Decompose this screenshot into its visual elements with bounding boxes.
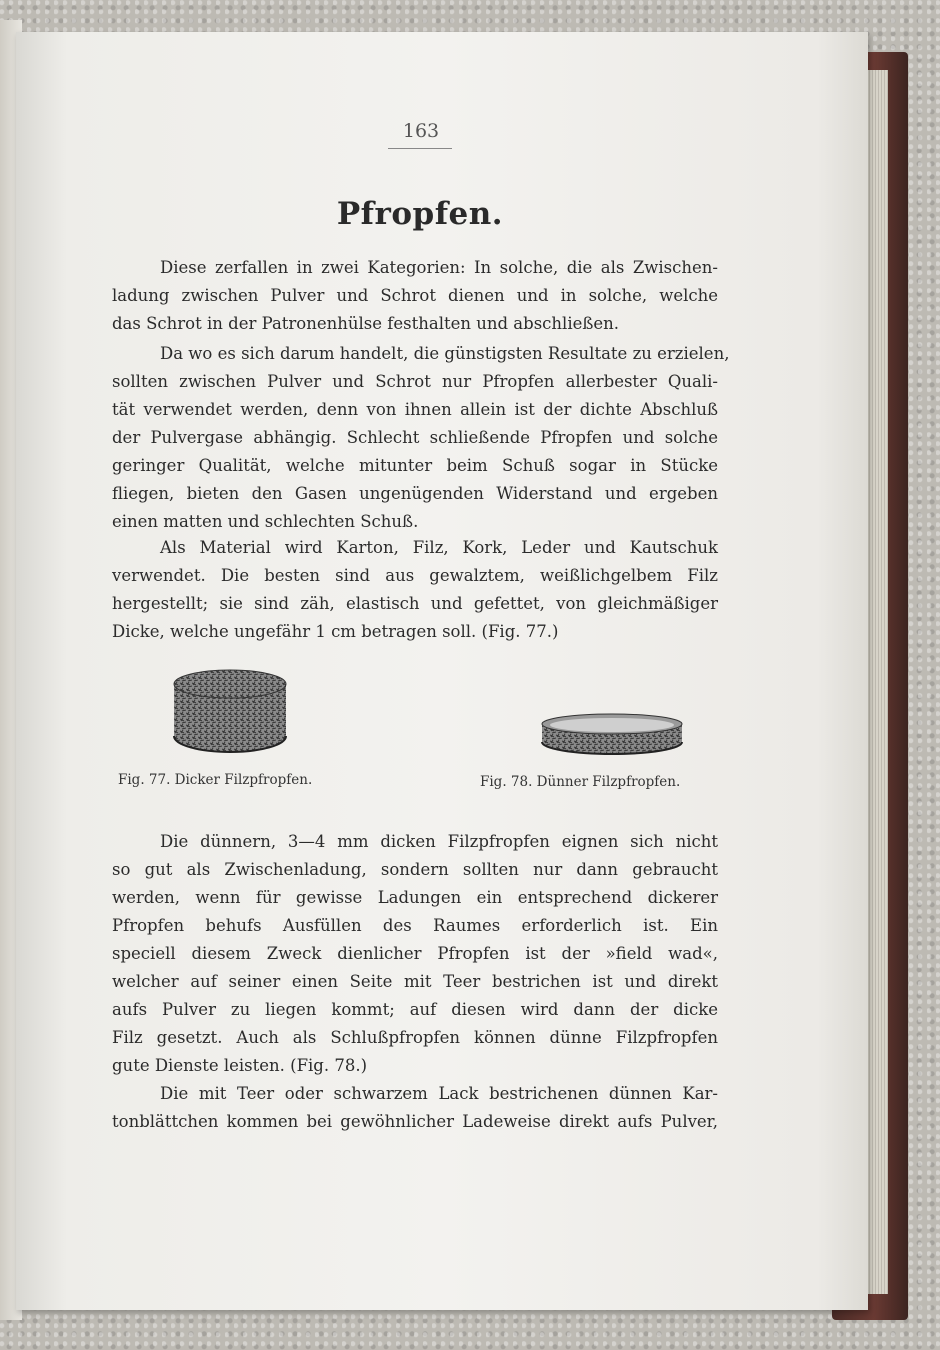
text-line: tonblättchen kommen bei gewöhnlicher Ladeweise direkt aufs Pulver, xyxy=(112,1112,718,1131)
text-line: Die mit Teer oder schwarzem Lack bestrichenen dünnen Kar- xyxy=(160,1084,718,1103)
thick-felt-wad-illustration xyxy=(168,664,292,760)
text-line: Diese zerfallen in zwei Kategorien: In solche, die als Zwischen- xyxy=(160,258,718,277)
thin-felt-wad-illustration xyxy=(538,710,686,760)
text-line: hergestellt; sie sind zäh, elastisch und gefettet, von gleichmäßiger xyxy=(112,594,718,613)
text-line: gute Dienste leisten. (Fig. 78.) xyxy=(112,1056,368,1075)
text-line: geringer Qualität, welche mitunter beim Schuß sogar in Stücke xyxy=(112,456,718,475)
figure-78-caption: Fig. 78. Dünner Filzpfropfen. xyxy=(480,774,681,790)
text-line: welcher auf seiner einen Seite mit Teer bestrichen ist und direkt xyxy=(112,972,718,991)
text-line: Als Material wird Karton, Filz, Kork, Leder und Kautschuk xyxy=(160,538,718,557)
page-number: 163 xyxy=(402,120,440,142)
text-line: speciell diesem Zweck dienlicher Pfropfen ist der »field wad«, xyxy=(112,944,718,963)
text-line: tät verwendet werden, denn von ihnen allein ist der dichte Abschluß xyxy=(112,400,718,419)
text-line: das Schrot in der Patronenhülse festhalten und abschließen. xyxy=(112,314,620,333)
page-number-rule xyxy=(388,148,452,149)
text-line: Pfropfen behufs Ausfüllen des Raumes erforderlich ist. Ein xyxy=(112,916,718,935)
text-line: werden, wenn für gewisse Ladungen ein entsprechend dickerer xyxy=(112,888,718,907)
text-line: einen matten und schlechten Schuß. xyxy=(112,512,419,531)
figure-77-caption: Fig. 77. Dicker Filzpfropfen. xyxy=(118,772,313,788)
text-line: Dicke, welche ungefähr 1 cm betragen soll. (Fig. 77.) xyxy=(112,622,559,641)
text-line: Da wo es sich darum handelt, die günstigsten Resultate zu erzielen, xyxy=(160,344,730,363)
text-line: verwendet. Die besten sind aus gewalztem, weißlichgelbem Filz xyxy=(112,566,718,585)
section-heading: Pfropfen. xyxy=(336,196,504,232)
text-line: Die dünnern, 3—4 mm dicken Filzpfropfen eignen sich nicht xyxy=(160,832,718,851)
text-line: der Pulvergase abhängig. Schlecht schließende Pfropfen und solche xyxy=(112,428,718,447)
text-line: fliegen, bieten den Gasen ungenügenden Widerstand und ergeben xyxy=(112,484,718,503)
text-line: aufs Pulver zu liegen kommt; auf diesen wird dann der dicke xyxy=(112,1000,718,1019)
text-line: Filz gesetzt. Auch als Schlußpfropfen können dünne Filzpfropfen xyxy=(112,1028,718,1047)
text-line: so gut als Zwischenladung, sondern sollten nur dann gebraucht xyxy=(112,860,718,879)
text-line: sollten zwischen Pulver und Schrot nur Pfropfen allerbester Quali- xyxy=(112,372,718,391)
text-line: ladung zwischen Pulver und Schrot dienen und in solche, welche xyxy=(112,286,718,305)
